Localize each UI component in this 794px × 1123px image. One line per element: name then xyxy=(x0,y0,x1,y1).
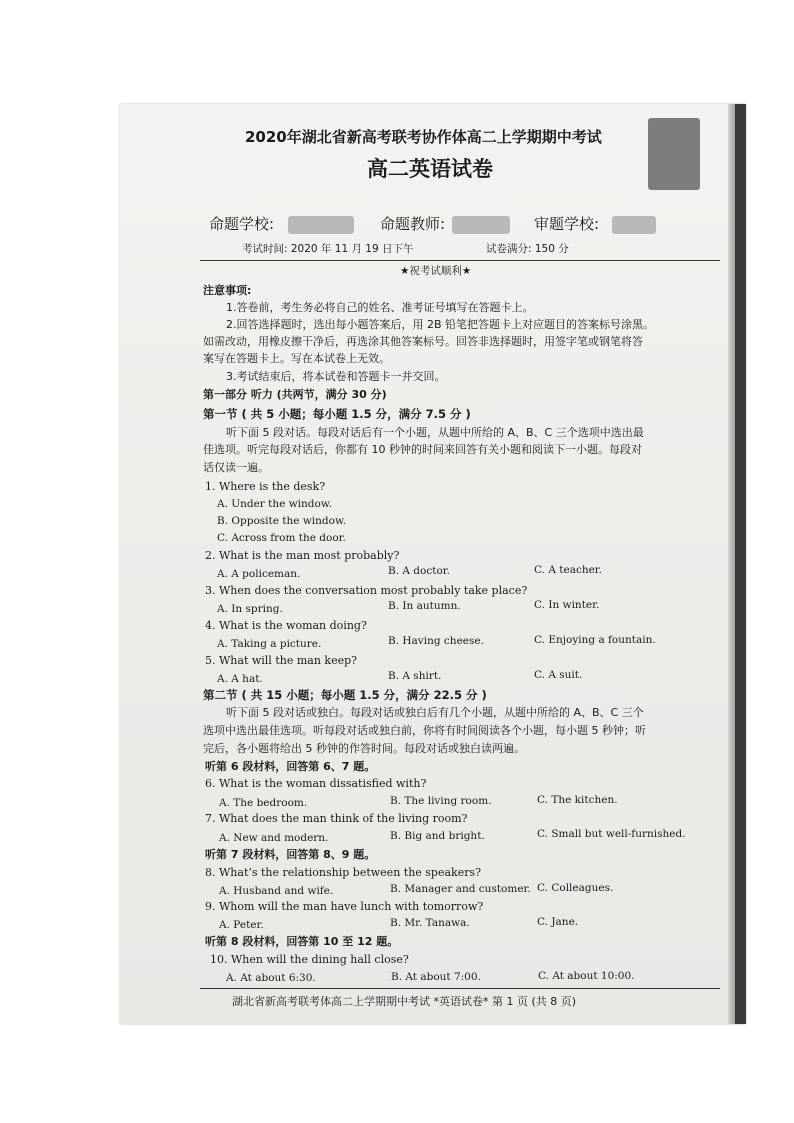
option-b: B. A shirt. xyxy=(388,670,442,682)
notes-heading: 注意事项: xyxy=(203,284,252,297)
section2-instruction-cont: 选项中选出最佳选项。听每段对话或独白前，你将有时间阅读各个小题，每小题 5 秒钟；听 xyxy=(203,724,646,737)
part1-heading: 第一部分 听力 (共两节，满分 30 分) xyxy=(203,388,387,401)
page-footer: 湖北省新高考联考体高二上学期期中考试 *英语试卷* 第 1 页 (共 8 页) xyxy=(232,995,577,1008)
question-stem: 1. Where is the desk? xyxy=(205,480,326,493)
option-a: A. Peter. xyxy=(219,919,264,931)
question-stem: 10. When will the dining hall close? xyxy=(210,953,409,966)
option-b: B. In autumn. xyxy=(388,600,461,612)
section1-heading: 第一节 ( 共 5 小题；每小题 1.5 分，满分 7.5 分 ) xyxy=(203,407,471,421)
option-b: B. A doctor. xyxy=(388,565,450,577)
option-c: C. At about 10:00. xyxy=(538,970,635,982)
review-label: 审题学校: xyxy=(534,215,600,233)
question-stem: 5. What will the man keep? xyxy=(205,654,358,667)
material-label: 听第 8 段材料，回答第 10 至 12 题。 xyxy=(205,935,399,948)
option-b: B. Manager and customer. xyxy=(390,883,531,895)
option-a: A. A policeman. xyxy=(217,568,301,580)
note-item-1: 1.答卷前，考生务必将自己的姓名、准考证号填写在答题卡上。 xyxy=(226,301,534,314)
section1-instruction-cont: 佳选项。听完每段对话后，你都有 10 秒钟的时间来回答有关小题和阅读下一小题。每段对 xyxy=(203,443,642,456)
question-stem: 4. What is the woman doing? xyxy=(205,619,367,632)
question-stem: 2. What is the man most probably? xyxy=(205,549,400,562)
option-b: B. Big and bright. xyxy=(390,830,485,842)
question-stem: 8. What’s the relationship between the speakers? xyxy=(205,866,482,879)
option-a: A. Husband and wife. xyxy=(219,885,334,897)
section1-instruction: 听下面 5 段对话。每段对话后有一个小题，从题中所给的 A、B、C 三个选项中选出最 xyxy=(226,426,644,439)
option-b: B. Opposite the window. xyxy=(217,515,347,527)
note-item-2-end: 案写在答题卡上。写在本试卷上无效。 xyxy=(203,352,390,365)
note-item-3: 3.考试结束后，将本试卷和答题卡一并交回。 xyxy=(226,370,446,383)
option-c: C. Small but well-furnished. xyxy=(537,828,686,840)
exam-time: 考试时间: 2020 年 11 月 19 日下午 xyxy=(242,243,414,255)
option-c: C. A suit. xyxy=(534,669,583,681)
header-divider xyxy=(200,260,720,261)
question-stem: 6. What is the woman dissatisfied with? xyxy=(205,777,427,790)
paper-subtitle: 高二英语试卷 xyxy=(367,157,493,181)
redacted-review xyxy=(612,216,656,234)
school-label: 命题学校: xyxy=(209,215,275,233)
option-c: C. The kitchen. xyxy=(537,794,618,806)
note-item-2: 2.回答选择题时，选出每小题答案后，用 2B 铅笔把答题卡上对应题目的答案标号涂黑。 xyxy=(226,318,655,331)
option-a: A. Under the window. xyxy=(217,498,332,510)
section2-heading: 第二节 ( 共 15 小题；每小题 1.5 分，满分 22.5 分 ) xyxy=(203,688,487,702)
blessing: ★祝考试顺利★ xyxy=(400,265,472,277)
option-b: B. At about 7:00. xyxy=(391,971,481,983)
option-b: B. The living room. xyxy=(390,795,492,807)
option-b: B. Mr. Tanawa. xyxy=(390,917,470,929)
question-stem: 3. When does the conversation most probably take place? xyxy=(205,584,528,597)
option-c: C. Across from the door. xyxy=(217,532,346,544)
option-a: A. At about 6:30. xyxy=(226,972,316,984)
question-stem: 7. What does the man think of the living room? xyxy=(205,812,468,825)
section1-instruction-end: 话仅读一遍。 xyxy=(203,461,269,474)
redacted-teacher xyxy=(452,216,510,234)
redacted-school xyxy=(288,216,354,234)
material-label: 听第 6 段材料，回答第 6、7 题。 xyxy=(205,760,376,773)
option-c: C. Colleagues. xyxy=(537,882,614,894)
footer-divider xyxy=(200,988,720,989)
page-edge xyxy=(735,104,746,1024)
question-stem: 9. Whom will the man have lunch with tomorrow? xyxy=(205,900,484,913)
option-c: C. Enjoying a fountain. xyxy=(534,634,656,646)
option-b: B. Having cheese. xyxy=(388,635,484,647)
exam-title: 2020年湖北省新高考联考协作体高二上学期期中考试 xyxy=(245,128,602,146)
section2-instruction: 听下面 5 段对话或独白。每段对话或独白后有几个小题，从题中所给的 A、B、C 三个 xyxy=(226,706,644,719)
option-a: A. The bedroom. xyxy=(219,797,308,809)
option-a: A. A hat. xyxy=(217,673,263,685)
redacted-corner xyxy=(648,118,700,190)
option-a: A. In spring. xyxy=(217,603,283,615)
section2-instruction-end: 完后，各小题将给出 5 秒钟的作答时间。每段对话或独白读两遍。 xyxy=(203,742,525,755)
material-label: 听第 7 段材料，回答第 8、9 题。 xyxy=(205,848,376,861)
option-c: C. In winter. xyxy=(534,599,600,611)
full-score: 试卷满分: 150 分 xyxy=(486,243,569,255)
option-a: A. New and modern. xyxy=(219,832,329,844)
teacher-label: 命题教师: xyxy=(380,215,446,233)
option-c: C. A teacher. xyxy=(534,564,603,576)
option-c: C. Jane. xyxy=(537,916,579,928)
option-a: A. Taking a picture. xyxy=(217,638,322,650)
note-item-2-cont: 如需改动，用橡皮擦干净后，再选涂其他答案标号。回答非选择题时，用签字笔或钢笔将答 xyxy=(203,335,643,348)
